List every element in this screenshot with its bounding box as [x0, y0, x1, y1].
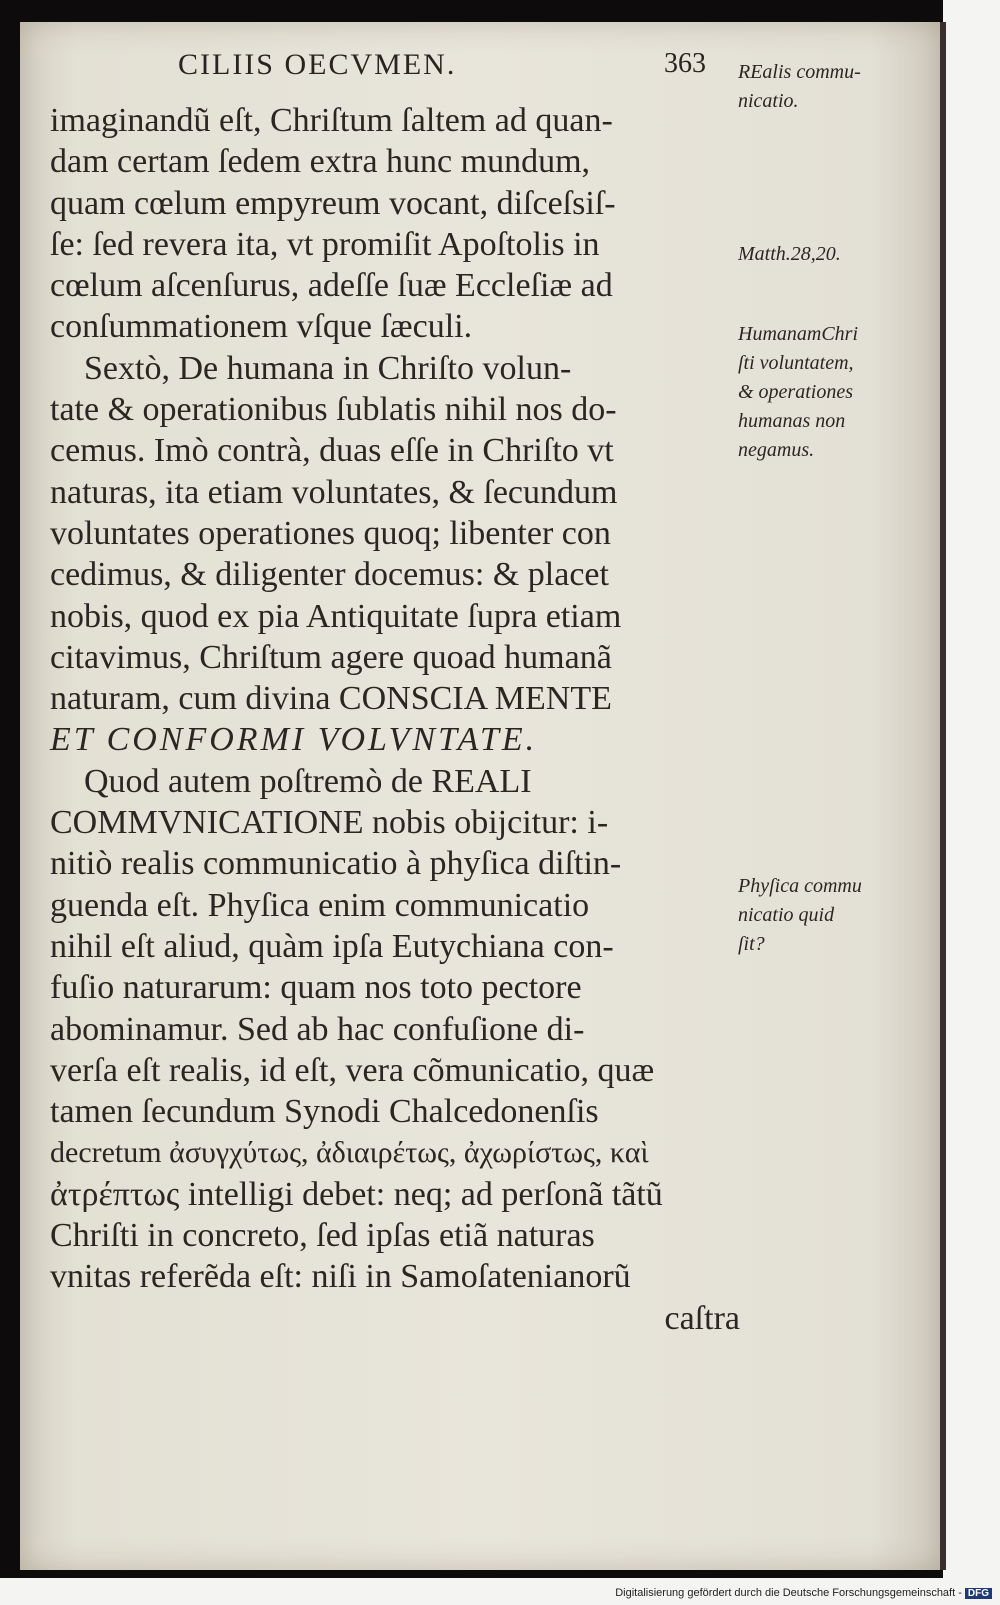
text-line: nihil eſt aliud, quàm ipſa Eutychiana con-	[50, 927, 614, 965]
text-line: verſa eſt realis, id eſt, vera cõmunicatio, quæ	[50, 1051, 655, 1089]
text-line: voluntates operationes quoq; libenter con	[50, 514, 611, 552]
text-line: nobis, quod ex pia Antiquitate ſupra etiam	[50, 597, 622, 635]
text-line: decretum ἀσυγχύτως, ἀδιαιρέτως, ἀχωρίστως, καὶ	[50, 1136, 649, 1170]
dfg-logo: DFG	[965, 1588, 992, 1599]
margin-note-matth	[738, 240, 938, 269]
text-line: guenda eſt. Phyſica enim communicatio	[50, 886, 590, 924]
text-line: ET CONFORMI VOLVNTATE.	[50, 721, 538, 759]
margin-note-line: nicatio quid	[738, 904, 835, 926]
text-line: Chriſti in concreto, ſed ipſas etiã naturas	[50, 1217, 595, 1255]
text-line: cemus. Imò contrà, duas eſſe in Chriſto vt	[50, 432, 614, 470]
margin-note-line: HumanamChri	[738, 323, 859, 345]
text-line: naturas, ita etiam voluntates, & ſecundum	[50, 473, 618, 511]
footer-credit	[615, 1587, 992, 1599]
text-line: nitiò realis communicatio à phyſica diſtin-	[50, 845, 622, 883]
page-edge	[940, 22, 946, 1570]
text-line: COMMVNICATIONE nobis obijcitur: i-	[50, 804, 609, 842]
text-line: ſe: ſed revera ita, vt promiſit Apoſtolis in	[50, 225, 600, 263]
text-line: cedimus, & diligenter docemus: & placet	[50, 556, 609, 594]
margin-note-physica	[738, 872, 938, 959]
text-line: cœlum aſcenſurus, adeſſe ſuæ Eccleſiæ ad	[50, 267, 613, 305]
margin-note-line: humanas non	[738, 410, 846, 432]
margin-note-humanam	[738, 320, 938, 465]
text-line: vnitas referẽda eſt: niſi in Samoſatenianorũ	[50, 1258, 631, 1296]
margin-note-line: nicatio.	[738, 90, 799, 112]
text-line: conſummationem vſque ſæculi.	[50, 308, 473, 346]
text-line: ἀτρέπτως intelligi debet: neq; ad perſonã tãtũ	[50, 1175, 663, 1213]
catchword: caſtra	[664, 1299, 740, 1337]
body-text	[50, 100, 740, 1339]
text-line: citavimus, Chriſtum agere quoad humanã	[50, 638, 612, 676]
running-head: CILIIS OECVMEN.	[178, 48, 457, 81]
margin-note-line: ſit?	[738, 933, 765, 955]
margin-note-line: Phyſica commu	[738, 875, 862, 897]
margin-note-line: ſti voluntatem,	[738, 352, 854, 374]
text-line: imaginandũ eſt, Chriſtum ſaltem ad quan-	[50, 102, 613, 139]
text-line: fuſio naturarum: quam nos toto pectore	[50, 969, 582, 1007]
text-line: Sextò, De humana in Chriſto volun-	[50, 349, 572, 387]
footer-text: Digitalisierung gefördert durch die Deutsche Forschungsgemeinschaft -	[615, 1587, 962, 1599]
text-line: dam certam ſedem extra hunc mundum,	[50, 143, 591, 181]
text-line: tamen ſecundum Synodi Chalcedonenſis	[50, 1093, 599, 1131]
text-line: abominamur. Sed ab hac confuſione di-	[50, 1010, 585, 1048]
margin-note-line: & operationes	[738, 381, 853, 403]
margin-note-line: REalis commu-	[738, 61, 861, 83]
text-line: tate & operationibus ſublatis nihil nos do-	[50, 391, 617, 429]
text-line: quam cœlum empyreum vocant, diſceſsiſ-	[50, 184, 616, 222]
page-number: 363	[664, 48, 706, 79]
margin-note-realis	[738, 58, 938, 116]
text-line: Quod autem poſtremò de REALI	[50, 762, 532, 800]
margin-note-line: Matth.28,20.	[738, 243, 841, 265]
margin-note-line: negamus.	[738, 439, 815, 461]
text-line: naturam, cum divina CONSCIA MENTE	[50, 680, 612, 718]
